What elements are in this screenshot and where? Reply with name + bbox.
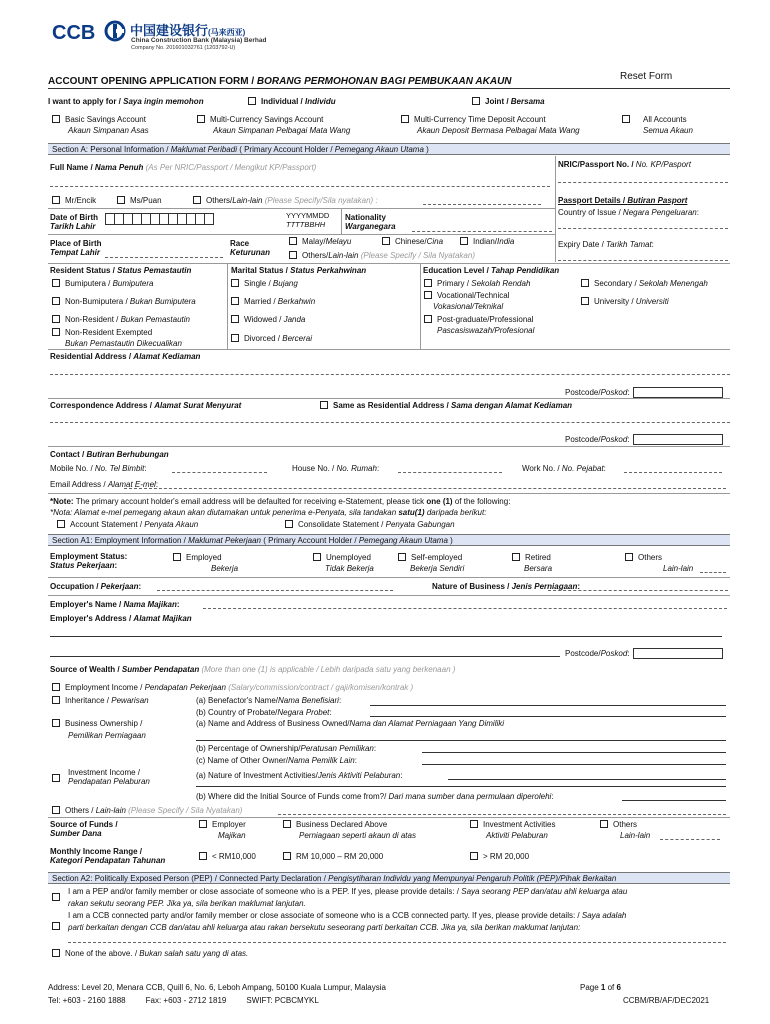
- sow-investment-label: Investment Income / Pendapatan Pelaburan: [68, 768, 150, 786]
- bank-name-en: China Construction Bank (Malaysia) Berhad: [131, 37, 267, 44]
- race-malay-checkbox[interactable]: Malay/Melayu: [289, 237, 351, 246]
- employer-name-input[interactable]: [203, 608, 727, 609]
- nric-label: NRIC/Passport No. / No. KP/Pasport: [558, 160, 691, 169]
- corr-postcode-label: Postcode/Poskod:: [565, 434, 723, 445]
- mobile-label: Mobile No. / No. Tel Bimbit:: [50, 464, 147, 473]
- pob-label: Place of Birth Tempat Lahir: [50, 239, 102, 257]
- income-lt10k-checkbox[interactable]: < RM10,000: [199, 852, 256, 861]
- account-statement-checkbox[interactable]: Account Statement / Penyata Akaun: [57, 520, 198, 529]
- inv-nature-input[interactable]: [448, 779, 726, 780]
- emp-self-malay: Bekerja Sendiri: [410, 564, 465, 573]
- note-english: *Note: The primary account holder's email address will be defaulted for receiving e-Statement, please tick one (1) of the following:: [50, 497, 511, 506]
- biz-percentage-label: (b) Percentage of Ownership/Peratusan Pemilikan:: [196, 744, 377, 753]
- sow-investment-checkbox[interactable]: [52, 768, 65, 783]
- edu-secondary-checkbox[interactable]: Secondary / Sekolah Menengah: [581, 279, 708, 288]
- race-label: Race Keturunan: [230, 239, 270, 257]
- passport-details-label: Passport Details / Butiran Pasport: [558, 196, 688, 205]
- emp-postcode-input[interactable]: [633, 648, 723, 659]
- email-label: Email Address / Alamat E-mel:: [50, 480, 159, 489]
- emp-employed-malay: Bekerja: [211, 564, 239, 573]
- page-number: Page 1 of 6: [580, 983, 621, 992]
- note-malay: *Nota: Alamat e-mel pemegang akaun akan diutamakan untuk penerima e-Penyata, sila tandakan satu(1) daripada berikut:: [50, 508, 487, 517]
- title-mr-checkbox[interactable]: Mr/Encik: [52, 196, 96, 205]
- res-nonres-checkbox[interactable]: Non-Resident / Bukan Pemastautin: [52, 315, 190, 324]
- sow-business-checkbox[interactable]: Business Ownership /: [52, 719, 142, 728]
- pob-input[interactable]: [105, 257, 223, 258]
- company-no: Company No. 201601032761 (1203792-U): [131, 45, 236, 51]
- income-range-label: Monthly Income Range / Kategori Pendapatan Tahunan: [50, 847, 166, 865]
- emp-retired-checkbox[interactable]: Retired: [512, 553, 551, 562]
- ccb-logo-icon: [104, 20, 126, 44]
- dob-label: Date of Birth Tarikh Lahir: [50, 213, 98, 231]
- income-10k-20k-checkbox[interactable]: RM 10,000 – RM 20,000: [283, 852, 383, 861]
- reset-form-button[interactable]: Reset Form: [620, 71, 673, 82]
- biz-other-owner-label: (c) Name of Other Owner/Nama Pemilik Lain:: [196, 756, 357, 765]
- residential-address-input[interactable]: [50, 374, 730, 375]
- biz-percentage-input[interactable]: [422, 752, 726, 753]
- emp-employed-checkbox[interactable]: Employed: [173, 553, 222, 562]
- footer-contact: Tel: +603 - 2160 1888 Fax: +603 - 2712 1819 SWIFT: PCBCMYKL: [48, 996, 319, 1005]
- basic-savings-checkbox[interactable]: Basic Savings Account: [52, 115, 146, 124]
- edu-primary-checkbox[interactable]: Primary / Sekolah Rendah: [424, 279, 530, 288]
- employment-status-label: Employment Status: Status Pekerjaan:: [50, 552, 128, 570]
- edu-vocational-checkbox[interactable]: Vocational/Technical: [424, 291, 510, 300]
- inherit-benefactor-label: (a) Benefactor's Name/Nama Benefisiari:: [196, 696, 342, 705]
- nationality-label: Nationality Warganegara: [345, 213, 396, 231]
- house-input[interactable]: [398, 472, 502, 473]
- occupation-input[interactable]: [157, 590, 393, 591]
- individual-checkbox[interactable]: Individual / Individu: [248, 97, 336, 106]
- res-nonbumi-checkbox[interactable]: Non-Bumiputera / Bukan Bumiputera: [52, 297, 196, 306]
- all-accounts-malay: Semua Akaun: [643, 126, 693, 135]
- sow-inheritance-checkbox[interactable]: Inheritance / Pewarisan: [52, 696, 149, 705]
- country-of-issue-label: Country of Issue / Negara Pengeluaran:: [558, 208, 699, 217]
- res-nonres-exempt-checkbox[interactable]: Non-Resident Exempted: [52, 328, 152, 337]
- logo-text: CCB: [52, 22, 96, 44]
- nric-input[interactable]: [558, 182, 728, 183]
- work-label: Work No. / No. Pejabat:: [522, 464, 606, 473]
- employer-name-label: Employer's Name / Nama Majikan:: [50, 600, 180, 609]
- expiry-date-label: Expiry Date / Tarikh Tamat:: [558, 240, 654, 249]
- source-of-funds-label: Source of Funds / Sumber Dana: [50, 820, 118, 838]
- inherit-probate-input[interactable]: [370, 716, 726, 717]
- resident-status-label: Resident Status / Status Pemastautin: [50, 266, 192, 275]
- full-name-input[interactable]: [50, 186, 550, 187]
- dob-format: YYYYMMDD TTTTBBHH: [286, 211, 330, 229]
- none-of-above-checkbox[interactable]: None of the above. / Bukan salah satu yang di atas.: [52, 949, 248, 958]
- emp-unemployed-malay: Tidak Bekerja: [325, 564, 374, 573]
- emp-others-checkbox[interactable]: Others: [625, 553, 662, 562]
- race-chinese-checkbox[interactable]: Chinese/Cina: [382, 237, 443, 246]
- pep-checkbox[interactable]: [52, 893, 65, 902]
- title-ms-checkbox[interactable]: Ms/Puan: [117, 196, 162, 205]
- title-others-checkbox[interactable]: Others/Lain-lain (Please Specify/Sila nyatakan) :: [193, 196, 378, 205]
- nature-of-business-label: Nature of Business / Jenis Perniagaan:: [432, 582, 581, 591]
- emp-retired-malay: Bersara: [524, 564, 553, 573]
- emp-others-malay: Lain-lain: [663, 564, 694, 573]
- inv-nature-label: (a) Nature of Investment Activities/Jenis Aktiviti Pelaburan:: [196, 771, 403, 780]
- edu-vocational-malay: Vokasional/Teknikal: [433, 302, 504, 311]
- employer-address-input[interactable]: [50, 636, 722, 637]
- full-name-label: Full Name / Nama Penuh (As Per NRIC/Passport / Mengikut KP/Passport): [50, 163, 317, 172]
- connected-party-text: I am a CCB connected party and/or family member or close associate of someone who is a CCB connected party. If yes, please provide details: / Saya adalah parti berkaitan dengan CCB dan/atau ahli keluarga atau rakan bersekutu seseorang parti berkaitan CCB. Jika ya, sila berikan maklumat lanjutan:: [68, 911, 627, 932]
- mc-time-deposit-malay: Akaun Deposit Bermasa Pelbagai Mata Wang: [417, 126, 580, 135]
- biz-name-address-label: (a) Name and Address of Business Owned/Nama dan Alamat Perniagaan Yang Dimiliki: [196, 719, 505, 728]
- education-label: Education Level / Tahap Pendidikan: [423, 266, 560, 275]
- biz-other-owner-input[interactable]: [422, 764, 726, 765]
- all-accounts-label: All Accounts: [643, 115, 687, 124]
- nature-of-business-input[interactable]: [548, 590, 728, 591]
- nationality-input[interactable]: [412, 231, 552, 232]
- res-postcode-label: Postcode/Poskod:: [565, 387, 723, 398]
- race-indian-checkbox[interactable]: Indian/India: [460, 237, 514, 246]
- sow-employment-checkbox[interactable]: Employment Income / Pendapatan Pekerjaan (Salary/commission/contract / gaji/komisen/kontrak ): [52, 683, 413, 692]
- mc-savings-checkbox[interactable]: Multi-Currency Savings Account: [197, 115, 323, 124]
- mc-savings-malay: Akaun Simpanan Pelbagai Mata Wang: [213, 126, 351, 135]
- marital-married-checkbox[interactable]: Married / Berkahwin: [231, 297, 315, 306]
- mc-time-deposit-checkbox[interactable]: Multi-Currency Time Deposit Account: [401, 115, 546, 124]
- marital-divorced-checkbox[interactable]: Divorced / Bercerai: [231, 334, 312, 343]
- source-of-wealth-label: Source of Wealth / Sumber Pendapatan (More than one (1) is applicable / Lebih daripada satu yang berkenaan ): [50, 665, 456, 674]
- consolidate-statement-checkbox[interactable]: Consolidate Statement / Penyata Gabungan: [285, 520, 455, 529]
- apply-for-label: I want to apply for / Saya ingin memohon: [48, 97, 204, 106]
- pep-details-input[interactable]: [68, 942, 726, 943]
- correspondence-address-input[interactable]: [50, 422, 730, 423]
- edu-postgrad-checkbox[interactable]: Post-graduate/Professional: [424, 315, 534, 324]
- emp-self-checkbox[interactable]: Self-employed: [398, 553, 462, 562]
- inherit-probate-label: (b) Country of Probate/Negara Probet:: [196, 708, 332, 717]
- race-others-checkbox[interactable]: Others/Lain-lain (Please Specify / Sila Nyatakan): [289, 251, 475, 260]
- residential-address-label: Residential Address / Alamat Kediaman: [50, 352, 201, 361]
- marital-widowed-checkbox[interactable]: Widowed / Janda: [231, 315, 305, 324]
- email-input[interactable]: [124, 488, 726, 489]
- edu-university-checkbox[interactable]: University / Universiti: [581, 297, 669, 306]
- house-label: House No. / No. Rumah:: [292, 464, 380, 473]
- marital-status-label: Marital Status / Status Perkahwinan: [231, 266, 367, 275]
- res-nonres-exempt-malay: Bukan Pemastautin Dikecualikan: [65, 339, 182, 348]
- same-as-residential-checkbox[interactable]: Same as Residential Address / Sama dengan Alamat Kediaman: [320, 401, 572, 410]
- emp-postcode-label: Postcode/Poskod:: [565, 648, 723, 659]
- all-accounts-checkbox[interactable]: [622, 115, 635, 124]
- sof-employer-malay: Majikan: [218, 831, 246, 840]
- sof-investment-checkbox[interactable]: Investment Activities: [470, 820, 555, 829]
- sof-investment-malay: Aktiviti Pelaburan: [486, 831, 548, 840]
- contact-label: Contact / Butiran Berhubungan: [50, 450, 169, 459]
- country-of-issue-input[interactable]: [558, 228, 728, 229]
- joint-checkbox[interactable]: Joint / Bersama: [472, 97, 545, 106]
- work-input[interactable]: [624, 472, 722, 473]
- sof-others-malay: Lain-lain: [620, 831, 651, 840]
- sow-others-checkbox[interactable]: Others / Lain-lain (Please Specify / Sila Nyatakan): [52, 806, 242, 815]
- pep-text: I am a PEP and/or family member or close associate of someone who is a PEP. If yes, please provide details: / Saya seorang PEP dan/atau ahli keluarga atau rakan sekutu seorang PEP. Jika ya, sila berikan maklumat lanjutan.: [68, 887, 628, 908]
- mobile-input[interactable]: [172, 472, 267, 473]
- income-gt20k-checkbox[interactable]: > RM 20,000: [470, 852, 529, 861]
- section-a1-header: Section A1: Employment Information / Maklumat Pekerjaan ( Primary Account Holder / Pemegang Akaun Utama ): [48, 534, 730, 546]
- sof-business-malay: Perniagaan seperti akaun di atas: [299, 831, 416, 840]
- sow-others-input[interactable]: [278, 814, 726, 815]
- biz-name-address-input[interactable]: [196, 740, 726, 741]
- sof-employer-checkbox[interactable]: Employer: [199, 820, 246, 829]
- connected-party-checkbox[interactable]: [52, 922, 65, 931]
- sof-others-checkbox[interactable]: Others: [600, 820, 637, 829]
- footer-address: Address: Level 20, Menara CCB, Quill 6, No. 6, Leboh Ampang, 50100 Kuala Lumpur, Malaysia: [48, 983, 386, 992]
- sof-business-checkbox[interactable]: Business Declared Above: [283, 820, 387, 829]
- basic-savings-malay: Akaun Simpanan Asas: [68, 126, 149, 135]
- form-code: CCBM/RB/AF/DEC2021: [623, 996, 710, 1005]
- inherit-benefactor-input[interactable]: [370, 705, 726, 706]
- res-postcode-input[interactable]: [633, 387, 723, 398]
- inv-source-input[interactable]: [622, 800, 726, 801]
- res-bumi-checkbox[interactable]: Bumiputera / Bumiputera: [52, 279, 154, 288]
- emp-unemployed-checkbox[interactable]: Unemployed: [313, 553, 371, 562]
- bank-name-cn: 中国建设银行(马来西亚): [130, 23, 246, 38]
- corr-postcode-input[interactable]: [633, 434, 723, 445]
- section-a2-header: Section A2: Politically Exposed Person (PEP) / Connected Party Declaration / Pengisytiharan Individu yang Mempunyai Pengaruh Politik (PEP)/Pihak Berkaitan: [48, 872, 730, 884]
- sow-business-malay: Pemilikan Perniagaan: [68, 731, 146, 740]
- correspondence-address-label: Correspondence Address / Alamat Surat Menyurat: [50, 401, 242, 410]
- form-title: ACCOUNT OPENING APPLICATION FORM / BORANG PERMOHONAN BAGI PEMBUKAAN AKAUN: [48, 76, 512, 87]
- marital-single-checkbox[interactable]: Single / Bujang: [231, 279, 298, 288]
- inv-source-label: (b) Where did the Initial Source of Funds come from?/ Dari mana sumber dana permulaan diperolehi:: [196, 792, 554, 801]
- edu-postgrad-malay: Pascasiswazah/Profesional: [437, 326, 535, 335]
- section-a-header: Section A: Personal Information / Maklumat Peribadi ( Primary Account Holder / Pemegang Akaun Utama ): [48, 143, 730, 155]
- occupation-label: Occupation / Pekerjaan:: [50, 582, 142, 591]
- employer-address-label: Employer's Address / Alamat Majikan: [50, 614, 192, 623]
- dob-input[interactable]: [105, 213, 213, 225]
